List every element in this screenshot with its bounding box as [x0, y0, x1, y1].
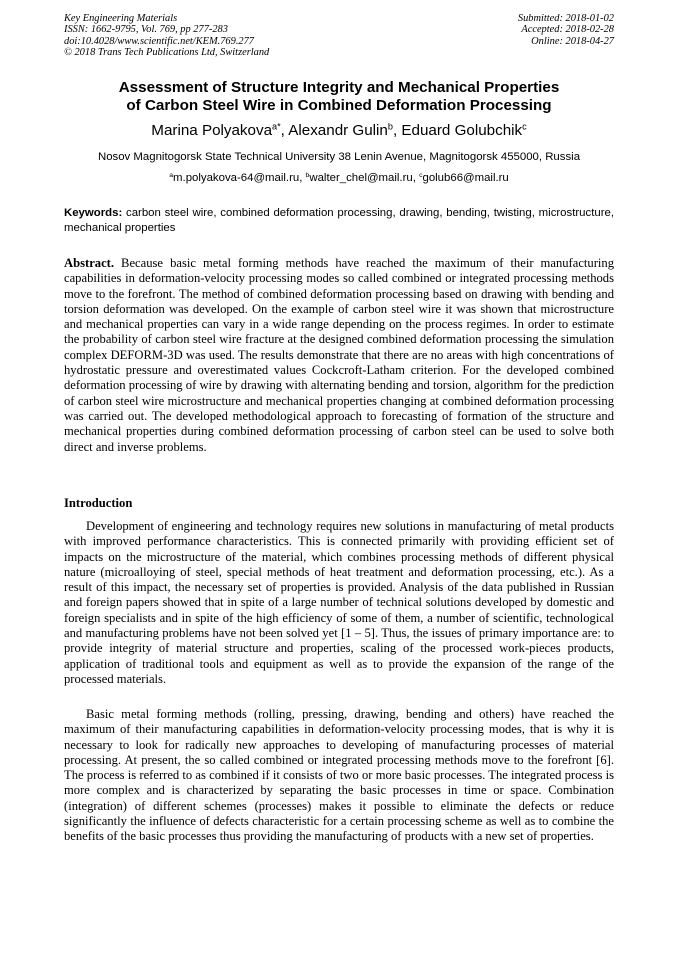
online-date: Online: 2018-04-27 — [531, 35, 614, 47]
keywords — [64, 206, 614, 235]
email-link-3[interactable]: golub66@mail.ru — [422, 172, 509, 184]
email-separator: , — [299, 172, 306, 184]
author-name: Marina Polyakova — [151, 122, 273, 139]
author-sup: c — [522, 121, 527, 132]
author-list — [40, 121, 638, 141]
author-separator: , — [280, 122, 289, 139]
author-3 — [401, 122, 526, 139]
submitted-date: Submitted: 2018-01-02 — [517, 13, 614, 24]
journal-info — [64, 13, 364, 59]
author-1 — [151, 122, 288, 139]
title-line-1: Assessment of Structure Integrity and Mechanical Properties — [118, 79, 560, 96]
intro-paragraph-2: Basic metal forming methods (rolling, pressing, drawing, bending and others) have reached the maximum of their manufacturing capabilities in deformation-velocity processing modes, that is why it is necessary to look for radically new approaches to developing of manufacturing processes of material processing. At present, the so called combined or integrated processing methods move to the forefront [6]. The process is referred to as combined if it consists of two or more basic processes. The integrated process is more complex and is characterized by separating the basic processes in time or space. Combination (integration) of different schemes (processes) makes it possible to eliminate the defects or reduce significantly the influence of defects characteristic for a certain processing scheme as well as to combine the benefits of the basic processes thus providing the manufacturing of products with a new set of properties. — [64, 707, 614, 844]
intro-paragraph-1: Development of engineering and technology requires new solutions in manufacturing of metal products with improved performance characteristics. This is connected primarily with providing efficient set of impacts on the microstructure of the material, which combines processing methods of different physical nature (microalloying of steel, special methods of heat treatment and deformation processing, etc.). As a result of this impact, the necessary set of properties is provided. Analysis of the data published in Russian and foreign papers showed that in spite of a large number of technical solutions developed by domestic and foreign specialists and in spite of the high efficiency of some of them, a number of scientific, technological and manufacturing problems have not been solved yet [1 – 5]. Thus, the issues of primary importance are: to provide integrity of material structure and properties, scaling of the processed work-pieces products, application of traditional tools and equipment as well as to provide the expansion of the range of the processed materials. — [64, 519, 614, 686]
email-sup: b — [305, 171, 310, 179]
abstract — [64, 256, 614, 455]
journal-doi[interactable]: doi:10.4028/www.scientific.net/KEM.769.277 — [64, 35, 254, 47]
email-link-2[interactable]: walter_chel@mail.ru — [309, 172, 413, 184]
author-sup: a* — [272, 121, 281, 132]
author-2 — [288, 122, 401, 139]
abstract-text: Because basic metal forming methods have reached the maximum of their manufacturing capabilities in deformation-velocity processing modes so called combined or integrated processing methods move to the forefront. The method of combined deformation processing based on drawing with bending and torsion deformation was developed. On the example of carbon steel wire it was shown that microstructure and mechanical properties can vary in a wide range depending on the process regimes. In order to estimate the probability of carbon steel wire fracture at the designed combined deformation processing the simulation complex DEFORM-3D was used. The results demonstrate that there are no areas with high concentrations of hydrostatic pressure and overestimated values Cockcroft-Latham criterion. For the developed combined deformation processing of wire by drawing with alternating bending and torsion, algorithm for the prediction of carbon steel wire microstructure and mechanical properties changing at combined deformation processing was carried out. The developed methodological approach to forecasting of formation of the structure and mechanical properties during combined deformation processing of carbon steel can be used to solve both direct and inverse problems. — [64, 256, 614, 454]
author-name: Alexandr Gulin — [288, 122, 388, 139]
keywords-label: Keywords: — [64, 207, 123, 219]
publication-dates — [414, 13, 614, 47]
email-link-1[interactable]: m.polyakova-64@mail.ru — [173, 172, 300, 184]
title-line-2: of Carbon Steel Wire in Combined Deformation Processing — [126, 97, 552, 114]
affiliation: Nosov Magnitogorsk State Technical University 38 Lenin Avenue, Magnitogorsk 455000, Russia — [97, 151, 581, 163]
journal-issn: ISSN: 1662-9795, Vol. 769, pp 277-283 — [64, 24, 228, 36]
author-sup: b — [387, 121, 393, 132]
keywords-text: carbon steel wire, combined deformation processing, drawing, bending, twisting, microstructure, mechanical properties — [64, 207, 614, 234]
email-list — [40, 171, 638, 185]
accepted-date: Accepted: 2018-02-28 — [521, 24, 614, 36]
email-separator: , — [412, 172, 420, 184]
paper-title — [40, 79, 638, 115]
author-name: Eduard Golubchik — [401, 122, 523, 139]
journal-name: Key Engineering Materials — [64, 13, 178, 24]
email-sup: c — [419, 171, 423, 179]
author-separator: , — [392, 122, 402, 139]
email-sup: a — [169, 171, 174, 179]
section-heading-introduction: Introduction — [64, 496, 133, 510]
journal-copyright: © 2018 Trans Tech Publications Ltd, Switzerland — [64, 47, 270, 59]
abstract-label: Abstract. — [64, 256, 115, 270]
